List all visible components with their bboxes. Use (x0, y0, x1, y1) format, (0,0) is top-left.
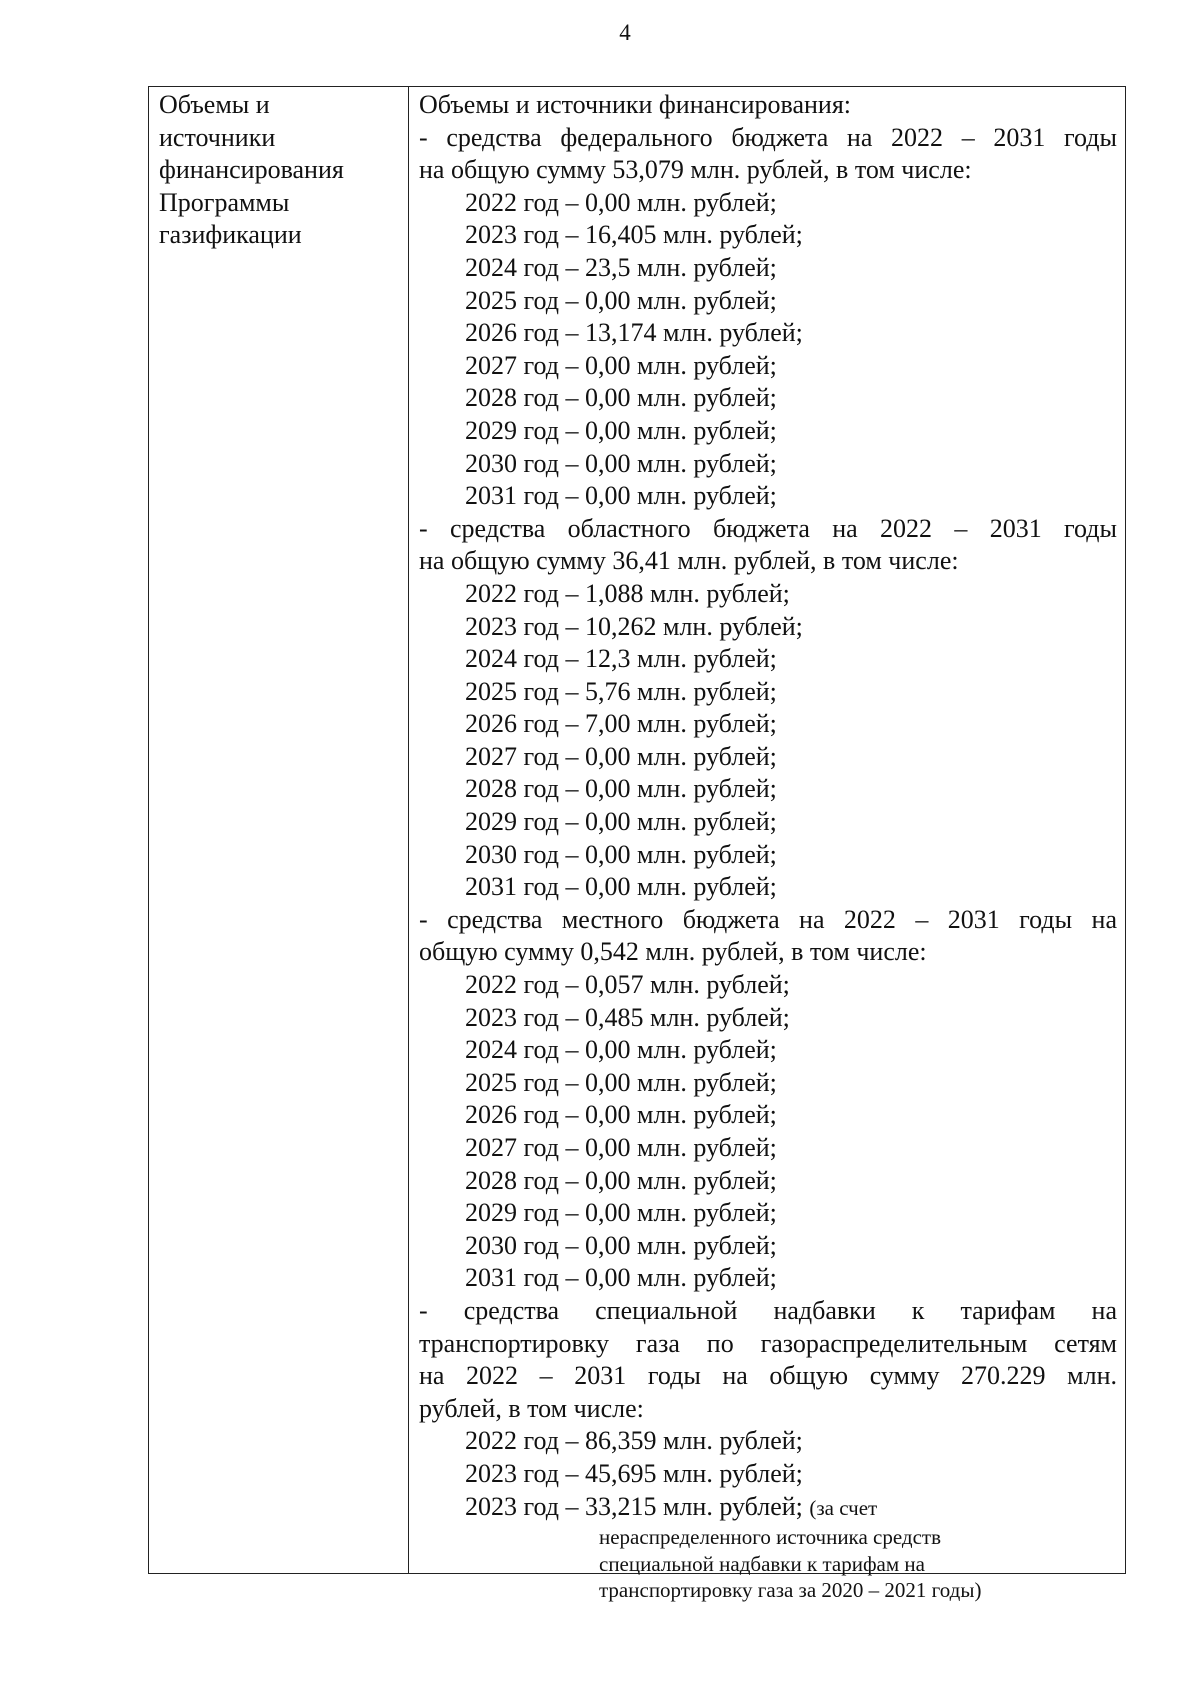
funding-details-cell (409, 87, 1125, 1603)
special-year-line: 2022 год – 86,359 млн. рублей; (465, 1426, 803, 1456)
federal-year-line: 2031 год – 0,00 млн. рублей; (465, 481, 777, 511)
page-number: 4 (619, 20, 631, 45)
federal-intro-total: на общую сумму 53,079 млн. рублей, в том числе: (419, 155, 972, 185)
federal-year-line: 2027 год – 0,00 млн. рублей; (465, 350, 777, 380)
special-note-line: транспортировку газа за 2020 – 2021 годы) (599, 1578, 982, 1603)
federal-year-line: 2029 год – 0,00 млн. рублей; (465, 415, 777, 445)
federal-year-line: 2030 год – 0,00 млн. рублей; (465, 448, 777, 478)
row-title-cell (149, 87, 409, 1573)
special-year-text: 2023 год – 33,215 млн. рублей; (465, 1491, 803, 1521)
regional-year-line: 2027 год – 0,00 млн. рублей; (465, 741, 777, 771)
regional-year-line: 2030 год – 0,00 млн. рублей; (465, 839, 777, 869)
regional-intro: - средства областного бюджета на 2022 – 2031 годы (419, 513, 1117, 543)
regional-year-line: 2031 год – 0,00 млн. рублей; (465, 872, 777, 902)
special-year-line (419, 1491, 1117, 1525)
special-intro: транспортировку газа по газораспределительным сетям (419, 1328, 1117, 1358)
regional-intro-total: на общую сумму 36,41 млн. рублей, в том числе: (419, 546, 959, 576)
federal-intro: - средства федерального бюджета на 2022 – 2031 годы (419, 122, 1117, 152)
local-intro: - средства местного бюджета на 2022 – 2031 годы на (419, 904, 1117, 934)
funding-heading: Объемы и источники финансирования: (419, 90, 851, 119)
row-title-line: источники (159, 122, 276, 152)
regional-year-line: 2025 год – 5,76 млн. рублей; (465, 676, 777, 706)
regional-year-line: 2026 год – 7,00 млн. рублей; (465, 709, 777, 739)
special-year-line: 2023 год – 45,695 млн. рублей; (465, 1458, 803, 1488)
special-intro: - средства специальной надбавки к тарифам на (419, 1295, 1117, 1325)
special-note-line: нераспределенного источника средств (599, 1525, 941, 1550)
federal-year-line: 2024 год – 23,5 млн. рублей; (465, 252, 777, 282)
local-year-line: 2028 год – 0,00 млн. рублей; (465, 1165, 777, 1195)
row-title-line: Объемы и (159, 90, 270, 119)
local-year-line: 2022 год – 0,057 млн. рублей; (465, 970, 790, 1000)
row-title-line: газификации (159, 220, 302, 250)
special-note-inline: (за счет (809, 1495, 878, 1520)
regional-year-line: 2023 год – 10,262 млн. рублей; (465, 611, 803, 641)
regional-year-line: 2028 год – 0,00 млн. рублей; (465, 774, 777, 804)
local-intro-total: общую сумму 0,542 млн. рублей, в том числе: (419, 937, 927, 967)
special-intro: на 2022 – 2031 годы на общую сумму 270.229 млн. (419, 1361, 1117, 1391)
local-year-line: 2030 год – 0,00 млн. рублей; (465, 1230, 777, 1260)
regional-year-line: 2024 год – 12,3 млн. рублей; (465, 644, 777, 674)
row-title-line: Программы (159, 187, 290, 217)
regional-year-line: 2022 год – 1,088 млн. рублей; (465, 578, 790, 608)
special-note-line: специальной надбавки к тарифам на (599, 1551, 925, 1576)
regional-year-line: 2029 год – 0,00 млн. рублей; (465, 807, 777, 837)
federal-year-line: 2022 год – 0,00 млн. рублей; (465, 187, 777, 217)
funding-table (148, 86, 1126, 1603)
local-year-line: 2029 год – 0,00 млн. рублей; (465, 1198, 777, 1228)
federal-year-line: 2028 год – 0,00 млн. рублей; (465, 383, 777, 413)
special-intro: рублей, в том числе: (419, 1393, 644, 1423)
federal-year-line: 2023 год – 16,405 млн. рублей; (465, 220, 803, 250)
local-year-line: 2026 год – 0,00 млн. рублей; (465, 1100, 777, 1130)
local-year-line: 2031 год – 0,00 млн. рублей; (465, 1263, 777, 1293)
federal-year-line: 2025 год – 0,00 млн. рублей; (465, 285, 777, 315)
row-title-line: финансирования (159, 155, 344, 185)
local-year-line: 2024 год – 0,00 млн. рублей; (465, 1035, 777, 1065)
local-year-line: 2027 год – 0,00 млн. рублей; (465, 1133, 777, 1162)
federal-year-line: 2026 год – 13,174 млн. рублей; (465, 318, 803, 348)
local-year-line: 2025 год – 0,00 млн. рублей; (465, 1067, 777, 1097)
local-year-line: 2023 год – 0,485 млн. рублей; (465, 1002, 790, 1032)
